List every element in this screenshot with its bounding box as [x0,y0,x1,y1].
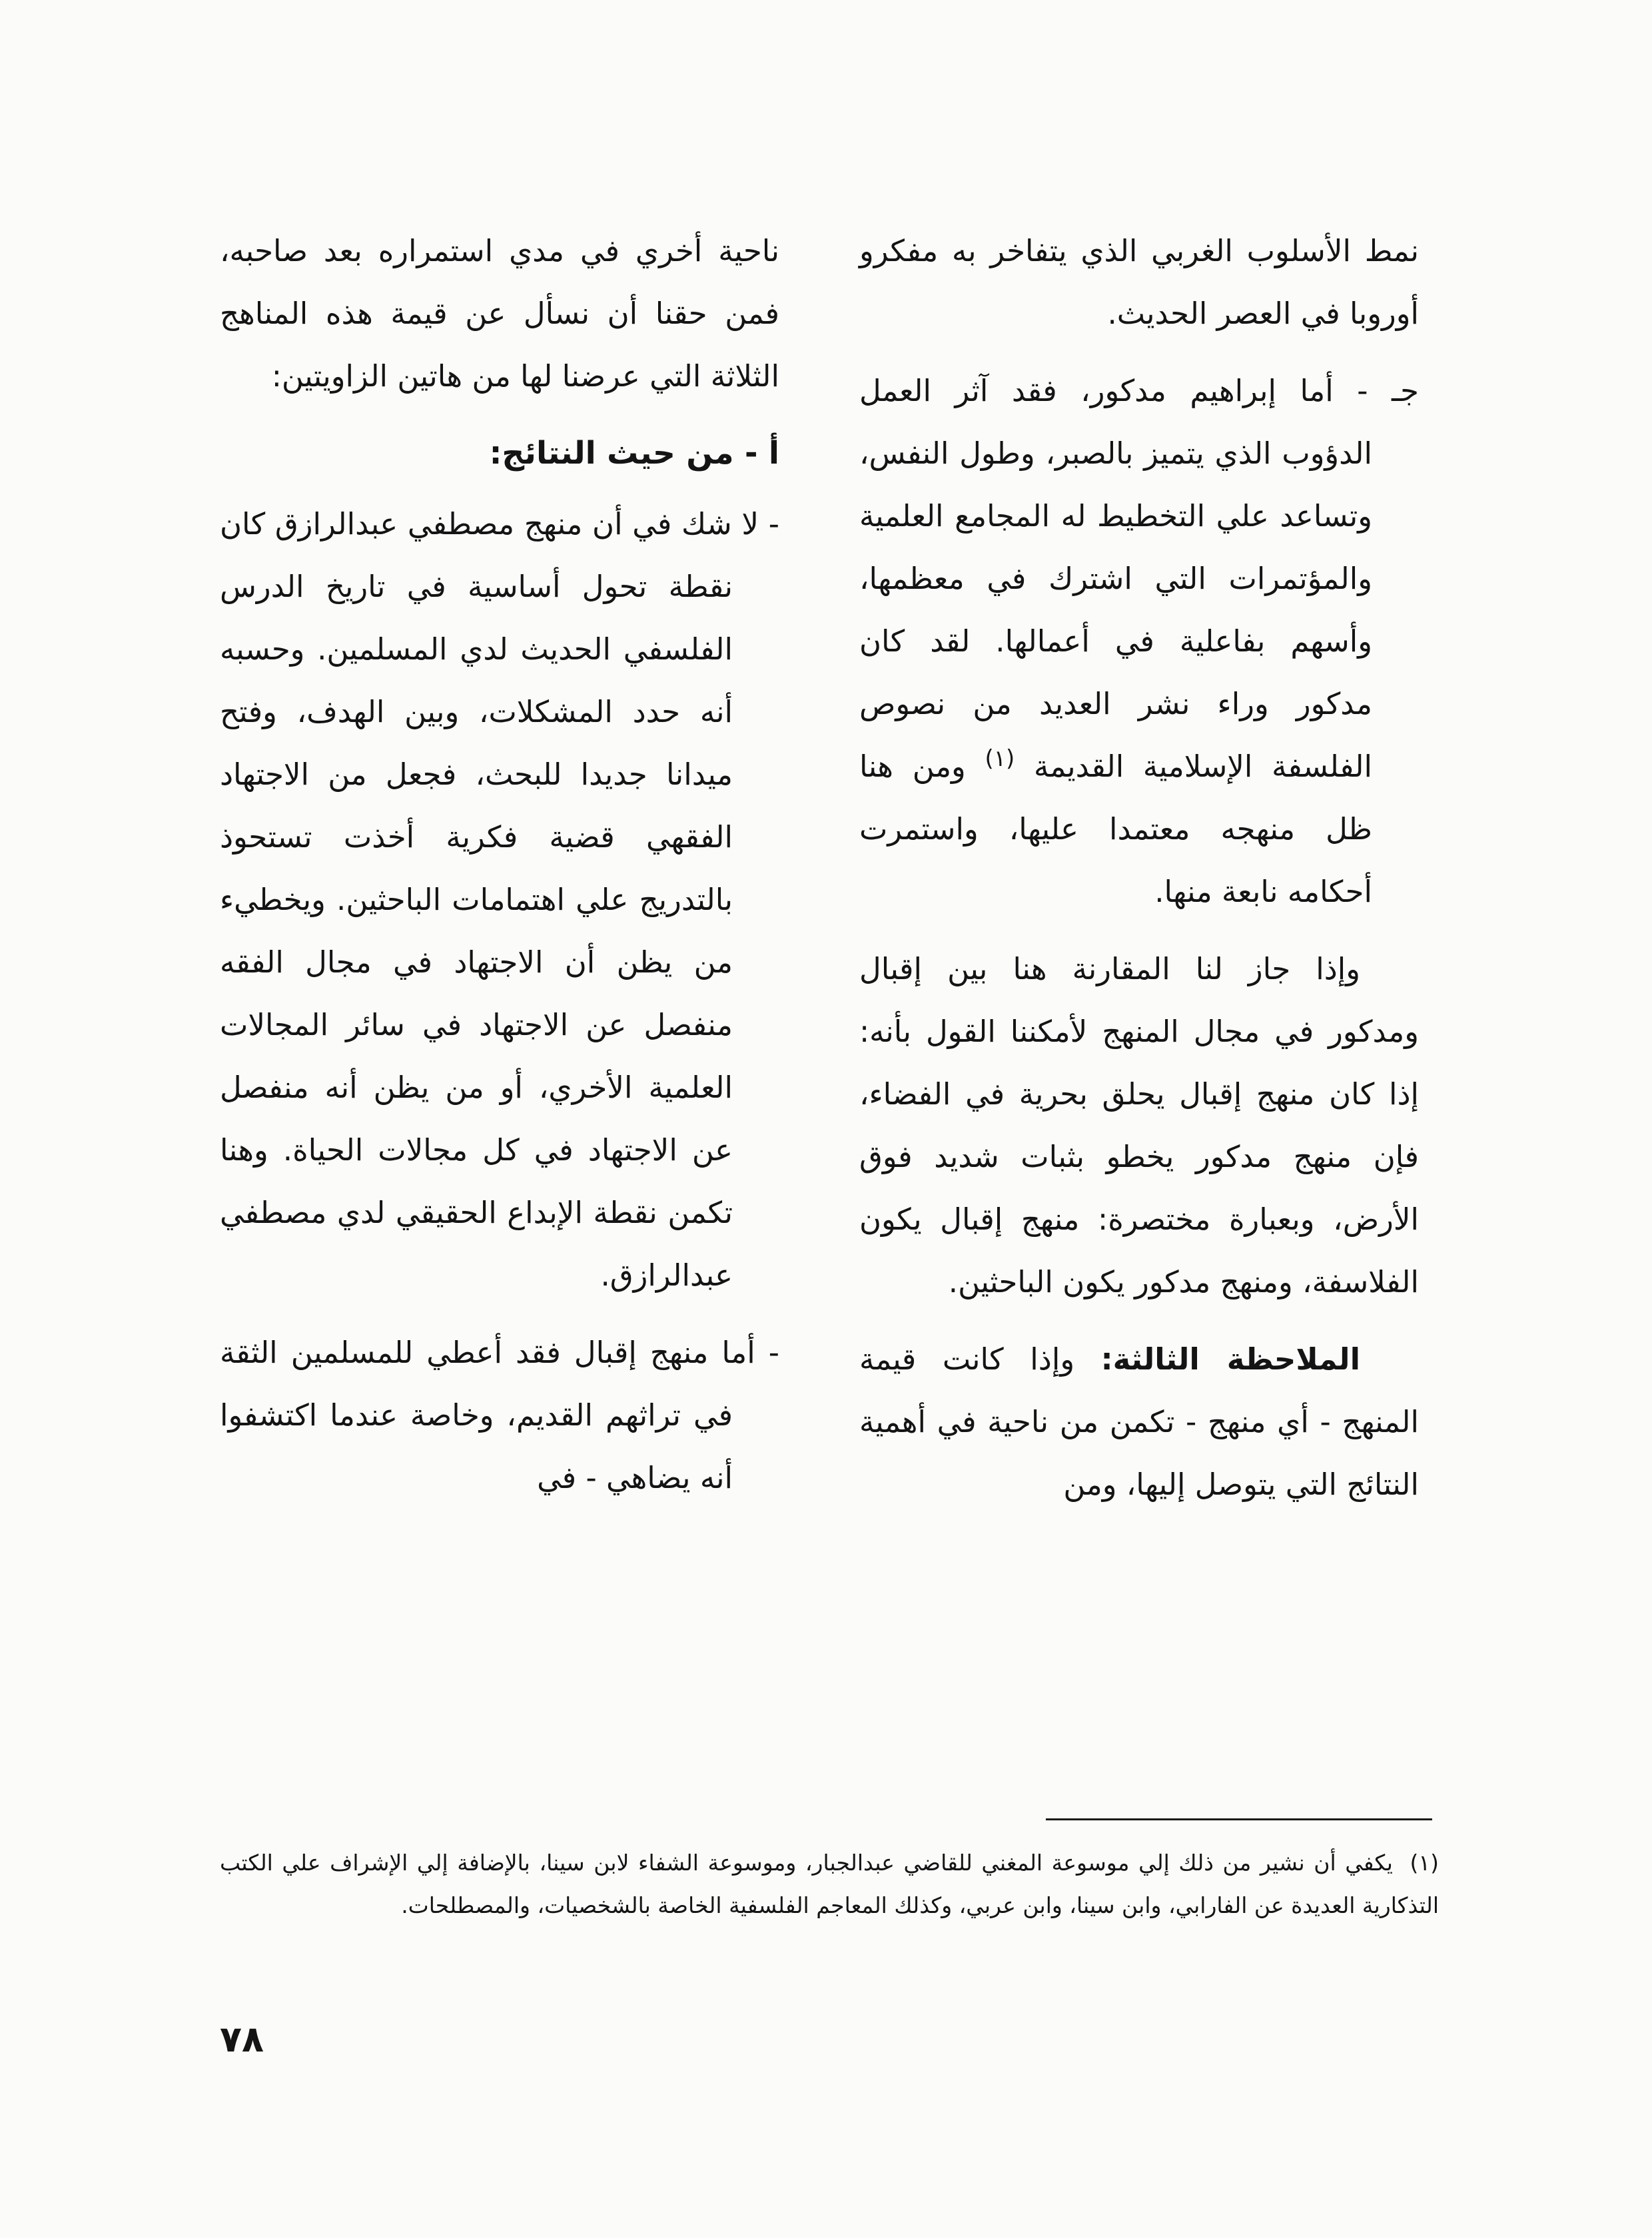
footnote-text: يكفي أن نشير من ذلك إلي موسوعة المغني للقاضي عبدالجبار، وموسوعة الشفاء لابن سينا، بالإضافة إلي الإشراف علي الكتب التذكارية العديدة عن الفارابي، وابن سينا، وابن عربي، وكذلك المعاجم الفلسفية الخاصة بالشخصيات، والمصطلحات. [220,1850,1439,1918]
page-number: ٧٨ [220,2018,264,2060]
note-lead: الملاحظة الثالثة: [1100,1341,1360,1377]
paragraph-text: جـ - أما إبراهيم مدكور، فقد آثر العمل الدؤوب الذي يتميز بالصبر، وطول النفس، وتساعد علي التخطيط له المجامع العلمية والمؤتمرات التي اشترك في معظمها، وأسهم بفاعلية في أعمالها. لقد كان مدكور وراء نشر العديد من نصوص الفلسفة الإسلامية القديمة [859,373,1419,784]
section-subheading: أ - من حيث النتائج: [489,435,779,472]
paragraph: ناحية أخري في مدي استمراره بعد صاحبه، فمن حقنا أن نسأل عن قيمة هذه المناهج الثلاثة التي عرضنا لها من هاتين الزاويتين: [220,233,779,394]
paragraph-item-jim [859,360,1419,923]
paragraph-third-note [859,1328,1419,1516]
paragraph-text-tail: ومن هنا ظل منهجه معتمدا عليها، واستمرت أحكامه نابعة منها. [859,749,1372,909]
right-column [859,220,1419,1531]
footnote-marker: (١) [985,745,1015,772]
paragraph: وإذا جاز لنا المقارنة هنا بين إقبال ومدكور في مجال المنهج لأمكننا القول بأنه: إذا كان منهج إقبال يحلق بحرية في الفضاء، فإن منهج مدكور يخطو بثبات شديد فوق الأرض، وبعبارة مختصرة: منهج إقبال يكون الفلاسفة، ومنهج مدكور يكون الباحثين. [859,951,1419,1300]
footnote-divider [1046,1818,1432,1820]
paragraph-item: - لا شك في أن منهج مصطفي عبدالرازق كان نقطة تحول أساسية في تاريخ الدرس الفلسفي الحديث لدي المسلمين. وحسبه أنه حدد المشكلات، وبين الهدف، وفتح ميدانا جديدا للبحث، فجعل من الاجتهاد الفقهي قضية فكرية أخذت تستحوذ بالتدريج علي اهتمامات الباحثين. ويخطيء من يظن أن الاجتهاد في مجال الفقه منفصل عن الاجتهاد في سائر المجالات العلمية الأخري، أو من يظن أنه منفصل عن الاجتهاد في كل مجالات الحياة. وهنا تكمن نقطة الإبداع الحقيقي لدي مصطفي عبدالرازق. [220,506,779,1293]
paragraph-text: وإذا كانت قيمة المنهج - أي منهج - تكمن من ناحية في أهمية النتائج التي يتوصل إليها، ومن [859,1341,1419,1502]
footnote [220,1842,1439,1927]
left-column [220,220,779,1524]
paragraph: نمط الأسلوب الغربي الذي يتفاخر به مفكرو أوروبا في العصر الحديث. [859,233,1419,331]
footnote-number: (١) [1410,1850,1439,1876]
paragraph-item: - أما منهج إقبال فقد أعطي للمسلمين الثقة في تراثهم القديم، وخاصة عندما اكتشفوا أنه يضاهي - في [220,1335,779,1495]
